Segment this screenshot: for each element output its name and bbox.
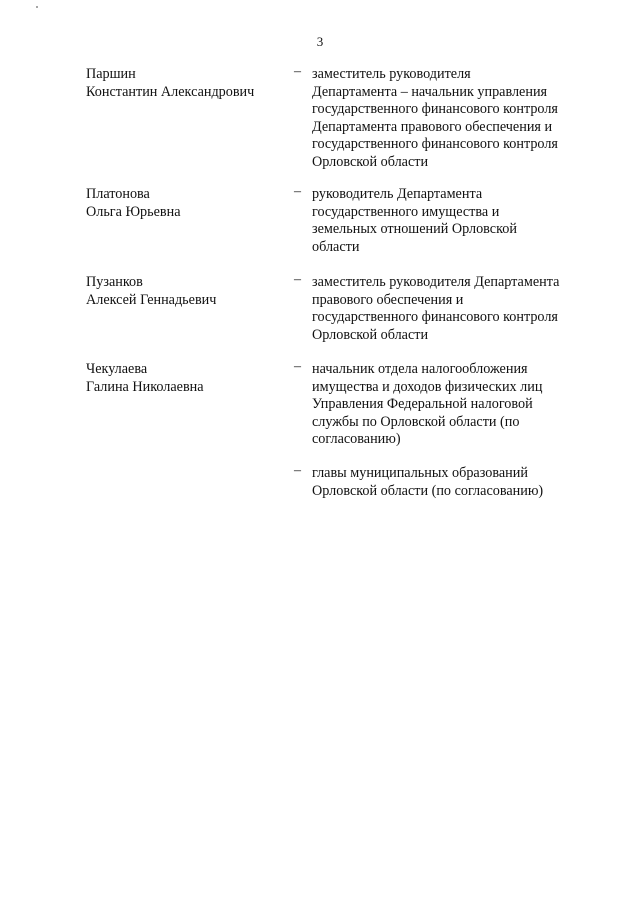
role-line: заместитель руководителя bbox=[312, 66, 471, 82]
dash-separator: – bbox=[294, 463, 301, 478]
role-line: имущества и доходов физических лиц bbox=[312, 378, 543, 395]
dash-separator: – bbox=[294, 184, 301, 199]
member-surname: Платонова bbox=[86, 186, 150, 202]
dash-separator: – bbox=[294, 359, 301, 374]
role-line: государственного финансового контроля bbox=[312, 101, 558, 117]
member-name bbox=[86, 66, 286, 101]
member-surname: Паршин bbox=[86, 66, 136, 82]
member-surname: Чекулаева bbox=[86, 361, 148, 377]
role-line: службы по Орловской области (по bbox=[312, 413, 520, 430]
role-line: государственного финансового контроля bbox=[312, 136, 558, 152]
role-line: государственного имущества и bbox=[312, 203, 500, 220]
scan-speck bbox=[36, 6, 38, 8]
member-given-names: Константин Александрович bbox=[86, 83, 255, 100]
member-name bbox=[86, 361, 286, 396]
role-line: Управления Федеральной налоговой bbox=[312, 396, 533, 412]
role-line: земельных отношений Орловской bbox=[312, 221, 517, 237]
role-line: области bbox=[312, 238, 360, 255]
role-line: Орловской области (по согласованию) bbox=[312, 482, 544, 499]
role-line: Орловской области bbox=[312, 153, 429, 170]
member-given-names: Алексей Геннадьевич bbox=[86, 291, 217, 308]
member-role bbox=[312, 274, 592, 344]
role-line: руководитель Департамента bbox=[312, 186, 483, 202]
member-name bbox=[86, 186, 286, 221]
role-line: государственного финансового контроля bbox=[312, 309, 558, 325]
dash-separator: – bbox=[294, 64, 301, 79]
member-role bbox=[312, 186, 592, 256]
role-line: главы муниципальных образований bbox=[312, 465, 528, 481]
member-surname: Пузанков bbox=[86, 274, 143, 290]
page-number: 3 bbox=[316, 34, 324, 49]
member-role bbox=[312, 66, 592, 171]
dash-separator: – bbox=[294, 272, 301, 287]
role-line: начальник отдела налогообложения bbox=[312, 361, 528, 377]
role-line: заместитель руководителя Департамента bbox=[312, 274, 560, 290]
member-name bbox=[86, 274, 286, 309]
member-role bbox=[312, 361, 592, 449]
member-role bbox=[312, 465, 592, 500]
role-line: правового обеспечения и bbox=[312, 291, 464, 308]
member-given-names: Ольга Юрьевна bbox=[86, 203, 181, 220]
member-given-names: Галина Николаевна bbox=[86, 378, 204, 395]
role-line: Департамента правового обеспечения и bbox=[312, 118, 553, 135]
role-line: Департамента – начальник управления bbox=[312, 83, 548, 100]
role-line: согласованию) bbox=[312, 431, 401, 447]
role-line: Орловской области bbox=[312, 326, 429, 343]
